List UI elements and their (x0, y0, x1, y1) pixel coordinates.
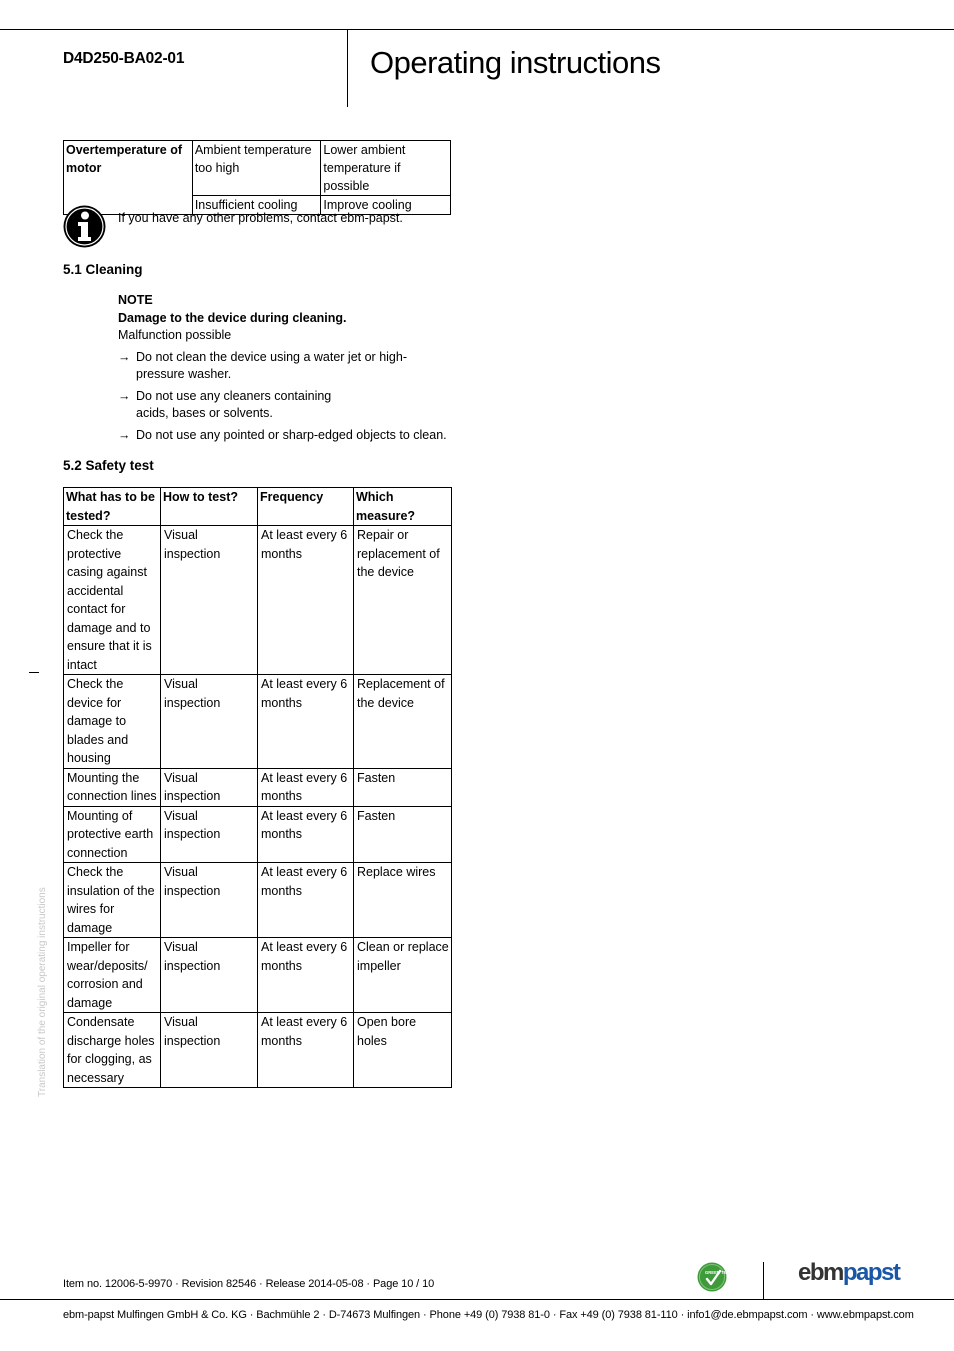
measure-cell: Replacement of the device (354, 675, 452, 769)
frequency-cell: At least every 6 months (258, 938, 354, 1013)
bullet-text: Do not use any pointed or sharp-edged objects to clean. (136, 427, 447, 442)
test-item-cell: Check the device for damage to blades and housing (64, 675, 161, 769)
measure-cell: Clean or replace impeller (354, 938, 452, 1013)
section-heading-safety: 5.2 Safety test (63, 458, 154, 473)
table-row (64, 863, 452, 938)
method-cell: Visual inspection (161, 806, 258, 863)
list-item (118, 349, 458, 384)
bullet-text: Do not use any cleaners containing acids, bases or solvents. (136, 388, 332, 420)
test-item-cell: Mounting the connection lines (64, 768, 161, 806)
table-row (64, 1013, 452, 1088)
remedy-cell: Improve cooling (321, 196, 451, 215)
footer-rule (0, 1299, 954, 1300)
green-logo-text: GREEN TECH (705, 1270, 733, 1275)
arrow-icon: → (118, 427, 131, 442)
measure-cell: Repair or replacement of the device (354, 526, 452, 675)
frequency-cell: At least every 6 months (258, 1013, 354, 1088)
list-item (118, 388, 458, 423)
note-subtitle: Malfunction possible (118, 328, 232, 342)
fault-cell: Overtemperature of motor (64, 141, 193, 196)
note-title: Damage to the device during cleaning. (118, 310, 347, 325)
frequency-cell: At least every 6 months (258, 675, 354, 769)
green-tech-check-icon (697, 1262, 733, 1292)
list-item (118, 427, 458, 445)
measure-cell: Replace wires (354, 863, 452, 938)
brand-ebm: ebm (798, 1259, 843, 1286)
method-cell: Visual inspection (161, 526, 258, 675)
frequency-cell: At least every 6 months (258, 526, 354, 675)
footer-divider (763, 1262, 764, 1299)
table-row (64, 938, 452, 1013)
measure-cell: Fasten (354, 806, 452, 863)
table-header-row (64, 488, 452, 526)
test-item-cell: Check the insulation of the wires for damage (64, 863, 161, 938)
bullet-text: Do not clean the device using a water jet or high-pressure washer. (136, 349, 407, 381)
section-heading-cleaning: 5.1 Cleaning (63, 262, 143, 277)
note-label: NOTE (118, 293, 153, 307)
brand-logo (798, 1259, 899, 1287)
remedy-cell: Lower ambient temperature if possible (321, 141, 451, 196)
test-item-cell: Mounting of protective earth connection (64, 806, 161, 863)
test-item-cell: Check the protective casing against accidental contact for damage and to ensure that it is intact (64, 526, 161, 675)
cause-cell: Ambient temperature too high (192, 141, 321, 196)
column-header: How to test? (161, 488, 258, 526)
table-row (64, 675, 452, 769)
method-cell: Visual inspection (161, 768, 258, 806)
table-row (64, 526, 452, 675)
method-cell: Visual inspection (161, 675, 258, 769)
header-divider (347, 29, 348, 107)
fold-mark (29, 672, 39, 673)
brand-papst: papst (842, 1259, 900, 1286)
measure-cell: Fasten (354, 768, 452, 806)
document-id: D4D250-BA02-01 (63, 50, 185, 67)
info-note: If you have any other problems, contact ebm-papst. (118, 211, 403, 225)
item-info: Item no. 12006-5-9970 · Revision 82546 · Release 2014-05-08 · Page 10 / 10 (63, 1278, 435, 1290)
frequency-cell: At least every 6 months (258, 768, 354, 806)
arrow-icon: → (118, 388, 131, 403)
frequency-cell: At least every 6 months (258, 806, 354, 863)
test-item-cell: Impeller for wear/deposits/ corrosion and damage (64, 938, 161, 1013)
column-header: Which measure? (354, 488, 452, 526)
method-cell: Visual inspection (161, 863, 258, 938)
overtemperature-table (63, 140, 451, 215)
page-title: Operating instructions (370, 45, 661, 80)
header-rule (0, 29, 954, 30)
translation-note: Translation of the original operating instructions (37, 887, 48, 1097)
column-header: Frequency (258, 488, 354, 526)
frequency-cell: At least every 6 months (258, 863, 354, 938)
cause-cell: Insufficient cooling (192, 196, 321, 215)
test-item-cell: Condensate discharge holes for clogging, as necessary (64, 1013, 161, 1088)
safety-test-table (63, 487, 452, 1088)
table-row (64, 141, 451, 196)
measure-cell: Open bore holes (354, 1013, 452, 1088)
method-cell: Visual inspection (161, 938, 258, 1013)
company-address: ebm-papst Mulfingen GmbH & Co. KG · Bachmühle 2 · D-74673 Mulfingen · Phone +49 (0) 7938 81-0 · Fax +49 (0) 7938 81-110 · info1@de.ebmpapst.com · www.ebmpapst.com (63, 1309, 914, 1321)
cleaning-note (118, 292, 458, 444)
info-icon (63, 205, 106, 248)
method-cell: Visual inspection (161, 1013, 258, 1088)
table-row (64, 768, 452, 806)
column-header: What has to be tested? (64, 488, 161, 526)
arrow-icon: → (118, 349, 131, 364)
table-row (64, 806, 452, 863)
